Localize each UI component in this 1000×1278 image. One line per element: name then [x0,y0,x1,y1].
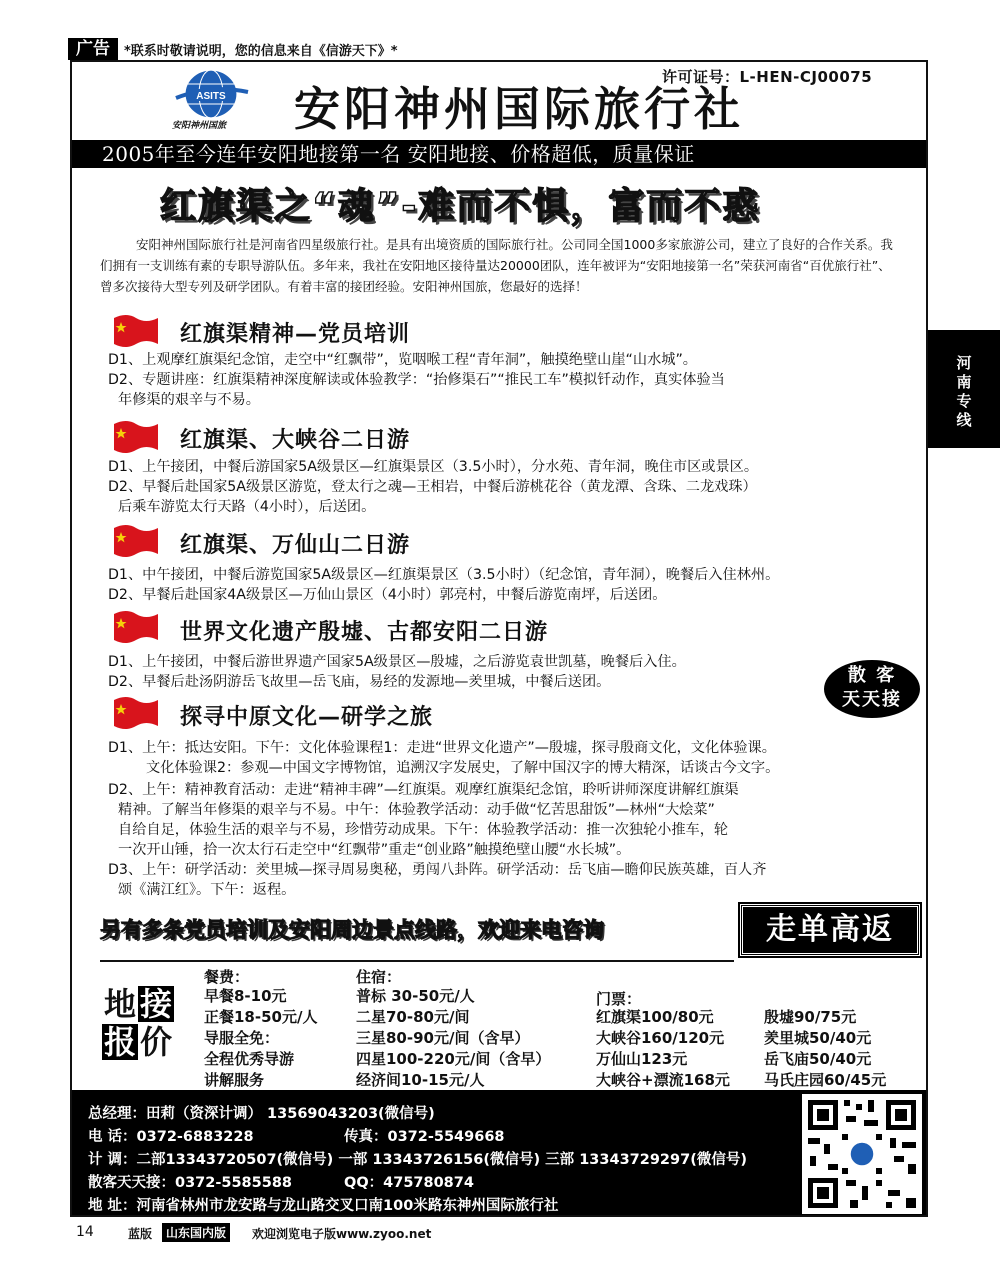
red-flag-icon [112,522,160,560]
logo-text: ASITS [196,91,226,102]
price-item: 马氏庄园60/45元 [764,1071,887,1089]
phone-number: 电 话：0372-6883228 [88,1129,254,1145]
pricing-title-char: 价 [139,1023,172,1061]
itinerary-line: 文化体验课2：参观—中国文字博物馆，追溯汉字发展史，了解中国汉字的博大精深，话谈古今文字。 [146,760,780,776]
pricing-title-char: 地 [103,985,136,1023]
price-item: 殷墟90/75元 [764,1008,857,1026]
itinerary-line: 精神。了解当年修渠的艰辛与不易。中午：体验教学活动：动手做“忆苦思甜饭”—林州“大烩菜” [118,802,715,818]
itinerary-line: D2、早餐后赴国家5A级景区游览，登太行之魂—王相岩，中餐后游桃花谷（黄龙潭、含珠、二龙戏珠） [108,479,757,495]
itinerary-line: D2、专题讲座：红旗渠精神深度解读或体验教学：“抬修渠石”“推民工车”模拟钎动作，真实体验当 [108,372,725,388]
itinerary-line: D2、上午：精神教育活动：走进“精神丰碑”—红旗渠。观摩红旗渠纪念馆，聆听讲师深度讲解红旗渠 [108,782,739,798]
itinerary-line: D1、上午接团，中餐后游世界遗产国家5A级景区—殷墟，之后游览袁世凯墓，晚餐后入住。 [108,654,686,670]
itinerary-line: D1、中午接团，中餐后游览国家5A级景区—红旗渠景区（3.5小时）（纪念馆，青年洞），晚餐后入住林州。 [108,567,780,583]
price-item: 普标 30-50元/人 [356,987,475,1005]
contact-panel [72,1090,926,1216]
lodging-label: 住宿： [356,968,402,986]
itinerary-line: 自给自足，体验生活的艰辛与不易，珍惜劳动成果。下午：体验教学活动：推一次独轮小推车，轮 [118,822,729,838]
price-item: 羑里城50/40元 [764,1029,872,1047]
badge-line: 天天接 [842,689,902,710]
itinerary-line: D3、上午：研学活动：羑里城—探寻周易奥秘，勇闯八卦阵。研学活动：岳飞庙—瞻仰民族英雄，百人齐 [108,862,767,878]
headline: 红旗渠之“魂”-难而不惧，富而不惑 [160,186,761,227]
ad-source-note: *联系时敬请说明，您的信息来自《信游天下》* [124,44,398,59]
qq-number: QQ：475780874 [344,1175,474,1191]
price-item: 早餐8-10元 [204,987,287,1005]
page-number: 14 [76,1224,94,1240]
pricing-title-char: 报 [103,1023,136,1061]
red-flag-icon [112,694,160,732]
side-tab-char: 专 [956,392,972,410]
route-title: 探寻中原文化—研学之旅 [180,705,434,730]
itinerary-line: D2、早餐后赴国家4A级景区—万仙山景区（4小时）郭亮村，中餐后游览南坪，后送团。 [108,587,667,603]
itinerary-line: D2、早餐后赴汤阴游岳飞故里—岳飞庙，易经的发源地—羑里城，中餐后送团。 [108,674,611,690]
high-rebate-box: 走单高返 [740,904,920,956]
route-title: 红旗渠、万仙山二日游 [180,533,411,558]
walk-in-phone: 散客天天接：0372-5585588 [88,1175,292,1191]
itinerary-line: 年修渠的艰辛与不易。 [118,392,260,408]
price-item: 讲解服务 [204,1071,265,1089]
edition-label: 蓝版 [128,1227,153,1241]
itinerary-line: 后乘车游览太行天路（4小时），后送团。 [118,499,376,515]
divider [100,960,734,962]
red-flag-icon [112,608,160,646]
route-title: 红旗渠精神—党员培训 [180,322,411,347]
price-item: 导服全免： [204,1029,280,1047]
route-title: 红旗渠、大峡谷二日游 [180,428,411,453]
tickets-label: 门票： [596,990,642,1008]
price-item: 正餐18-50元/人 [204,1008,318,1026]
itinerary-line: D1、上午接团，中餐后游国家5A级景区—红旗渠景区（3.5小时），分水苑、青年洞，晚住市区或景区。 [108,459,759,475]
price-item: 大峡谷+漂流168元 [596,1071,730,1089]
price-item: 岳飞庙50/40元 [764,1050,872,1068]
fax-number: 传真：0372-5549668 [344,1129,505,1145]
dispatch-contacts: 计 调：二部13343720507(微信号) 一部 13343726156(微信号) 三部 13343729297(微信号) [88,1152,747,1168]
intro-paragraph: 安阳神州国际旅行社是河南省四星级旅行社。是具有出境资质的国际旅行社。公司同全国1000多家旅游公司，建立了良好的合作关系。我们拥有一支训练有素的专职导游队伍。多年来，我社在安阳地区接待量达20000团队，连年被评为“安阳地接第一名”荣获河南省“百优旅行社”、曾多次接待大型专列及研学团队。有着丰富的接团经验。安阳神州国旅，您最好的选择！ [100,237,893,294]
ad-tag: 广告 [68,38,118,60]
badge-line: 散 客 [847,665,897,686]
route-title: 世界文化遗产殷墟、古都安阳二日游 [180,620,549,645]
meals-label: 餐费： [204,968,250,986]
agency-name: 安阳神州国际旅行社 [294,82,744,136]
ad-frame [70,60,928,1217]
red-flag-icon [112,418,160,456]
itinerary-line: 一次开山锤，拾一次太行石走空中“红飘带”重走“创业路”触摸绝壁山腰“水长城”。 [118,842,631,858]
side-tab-henan-routes [928,330,1000,448]
itinerary-line: D1、上午：抵达安阳。下午：文化体验课程1：走进“世界文化遗产”—殷墟，探寻殷商文化，文化体验课。 [108,740,776,756]
price-item: 红旗渠100/80元 [596,1008,714,1026]
itinerary-line: 颂《满江红》。下午：返程。 [118,882,296,898]
slogan-bar: 2005年至今连年安阳地接第一名 安阳地接、价格超低，质量保证 [72,140,926,168]
logo-caption: 安阳神州国旅 [172,121,227,131]
price-item: 三星80-90元/间（含早） [356,1029,530,1047]
price-item: 二星70-80元/间 [356,1008,470,1026]
qr-code-icon [802,1094,922,1214]
side-tab-char: 线 [956,411,972,429]
edition-box: 山东国内版 [162,1223,230,1242]
price-item: 全程优秀导游 [204,1050,295,1068]
side-tab-char: 河 [956,354,972,372]
price-item: 四星100-220元/间（含早） [356,1050,551,1068]
license-number: 许可证号：L-HEN-CJ00075 [662,68,873,86]
more-routes-slogan: 另有多条党员培训及安阳周边景点线路，欢迎来电咨询 [100,917,604,942]
address: 地 址：河南省林州市龙安路与龙山路交叉口南100米路东神州国际旅行社 [88,1198,559,1214]
price-item: 万仙山123元 [596,1050,688,1068]
itinerary-line: D1、上观摩红旗渠纪念馆，走空中“红飘带”，览咽喉工程“青年洞”，触摸绝壁山崖“山水城”。 [108,352,697,368]
price-item: 经济间10-15元/人 [356,1071,485,1089]
price-item: 大峡谷160/120元 [596,1029,725,1047]
pricing-title-char: 接 [139,985,172,1023]
manager-contact: 总经理：田莉（资深计调） 13569043203(微信号) [88,1106,435,1122]
side-tab-char: 南 [956,373,972,391]
walk-in-daily-badge [824,660,920,718]
red-flag-icon [112,312,160,350]
ebook-link-text: 欢迎浏览电子版www.zyoo.net [252,1227,432,1241]
